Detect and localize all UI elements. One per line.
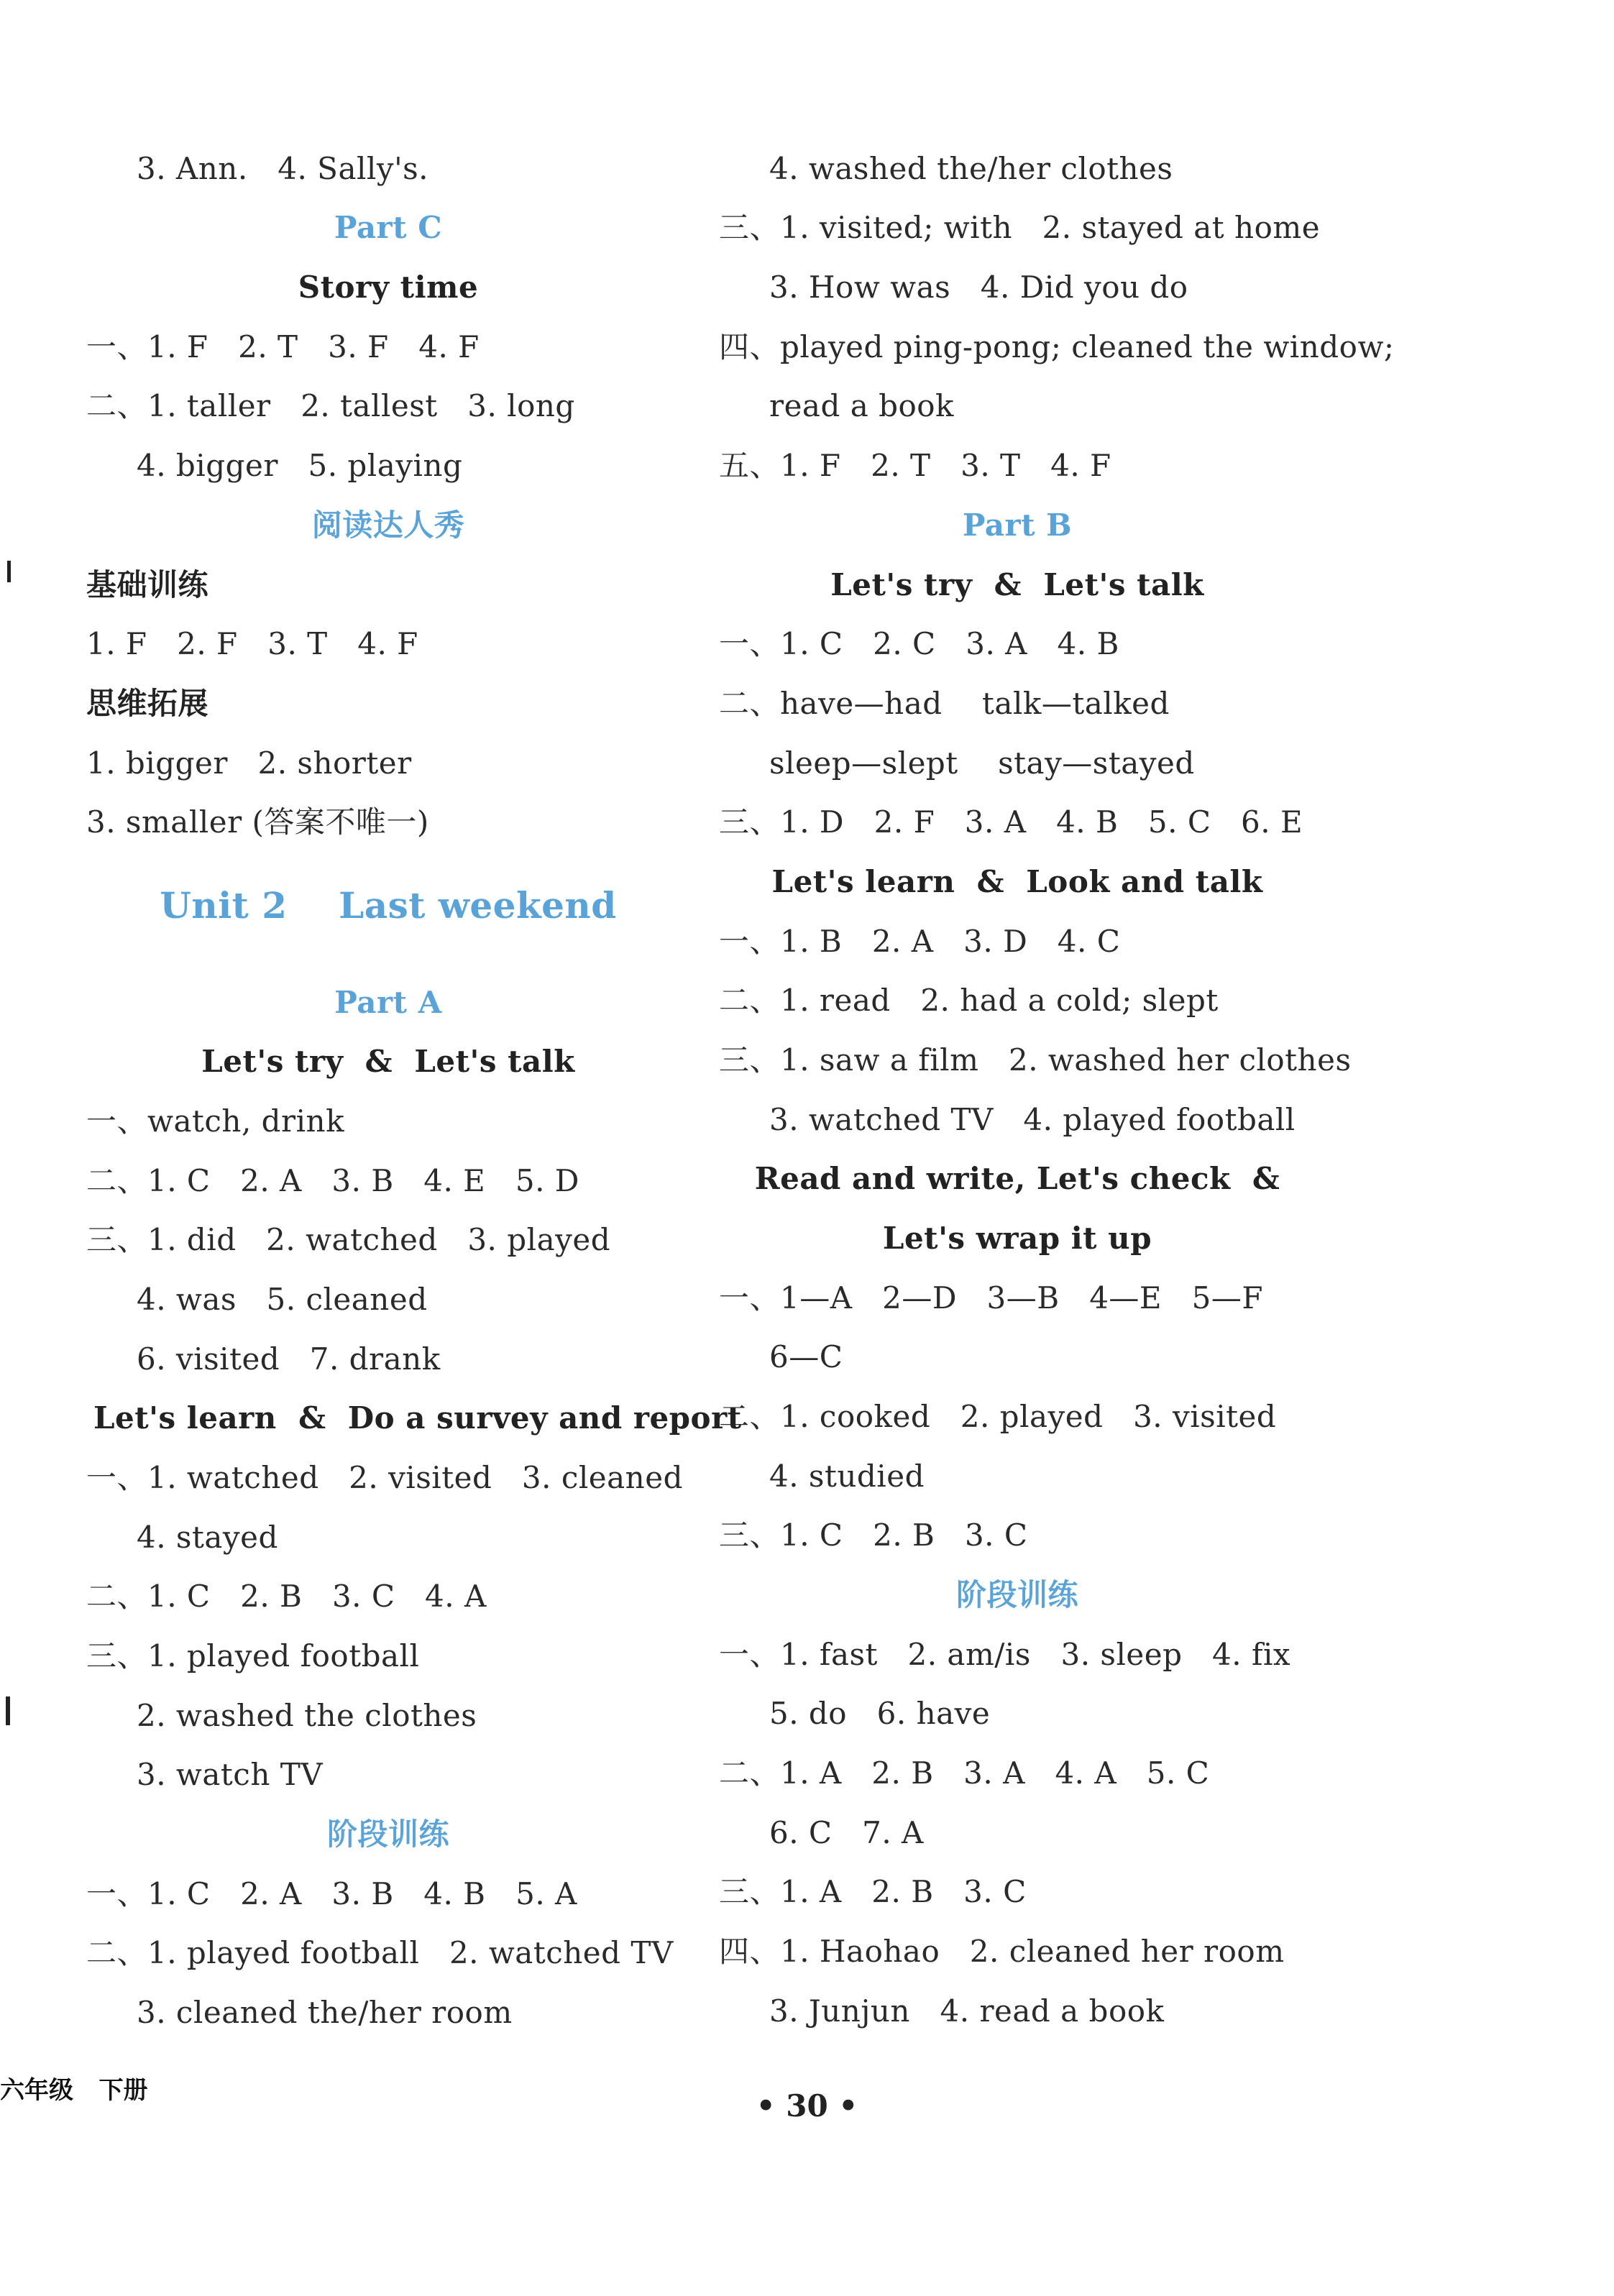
answer-line: 6. visited 7. drank xyxy=(137,1341,441,1377)
answer-line: 二、1. A 2. B 3. A 4. A 5. C xyxy=(719,1755,1210,1791)
answer-line: 6. C 7. A xyxy=(769,1815,924,1850)
answer-line: 二、1. read 2. had a cold; slept xyxy=(719,983,1219,1018)
unit-title: Unit 2 Last weekend xyxy=(160,884,617,927)
answer-line: 三、1. A 2. B 3. C xyxy=(719,1874,1027,1909)
answer-line: 三、1. did 2. watched 3. played xyxy=(86,1222,611,1257)
answer-line: 三、1. C 2. B 3. C xyxy=(719,1517,1028,1553)
answer-line: 二、1. played football 2. watched TV xyxy=(86,1935,674,1970)
answer-line: 5. do 6. have xyxy=(769,1696,991,1731)
answer-line: 3. watched TV 4. played football xyxy=(769,1102,1296,1137)
answer-line: 6—C xyxy=(769,1339,843,1374)
scan-mark xyxy=(7,561,11,582)
answer-line: 3. How was 4. Did you do xyxy=(769,270,1188,305)
subsection-heading: Let's wrap it up xyxy=(882,1221,1152,1256)
subsection-heading: Let's try & Let's talk xyxy=(830,567,1204,602)
answer-line: 一、watch, drink xyxy=(86,1103,345,1139)
answer-line: sleep—slept stay—stayed xyxy=(769,745,1195,781)
answer-line: 二、1. C 2. B 3. C 4. A xyxy=(86,1579,487,1614)
section-heading-part-c: Part C xyxy=(334,210,443,245)
answer-line: 二、have—had talk—talked xyxy=(719,686,1170,721)
scan-mark xyxy=(6,1696,10,1725)
subsection-heading: Read and write, Let's check & xyxy=(754,1161,1280,1196)
answer-line: 四、played ping-pong; cleaned the window; xyxy=(719,329,1395,364)
answer-line: 3. watch TV xyxy=(137,1757,324,1792)
section-heading-part-b: Part B xyxy=(962,508,1073,543)
answer-line: 4. was 5. cleaned xyxy=(137,1282,428,1317)
answer-line: 2. washed the clothes xyxy=(137,1698,477,1733)
grade-label: 六年级 下册 xyxy=(0,2076,148,2105)
section-heading-stage-training: 阶段训练 xyxy=(326,1817,449,1852)
answer-line: 4. bigger 5. playing xyxy=(137,448,463,483)
answer-line: 三、1. saw a film 2. washed her clothes xyxy=(719,1042,1352,1078)
section-heading-part-a: Part A xyxy=(334,985,442,1020)
answer-line: 三、1. played football xyxy=(86,1638,420,1673)
answer-line: 一、1. B 2. A 3. D 4. C xyxy=(719,924,1121,959)
subsection-heading: Let's learn & Look and talk xyxy=(771,864,1263,899)
answer-line: 一、1—A 2—D 3—B 4—E 5—F xyxy=(719,1280,1263,1315)
answer-line: 3. cleaned the/her room xyxy=(137,1995,513,2030)
answer-line: 4. stayed xyxy=(137,1520,278,1555)
answer-line: 4. washed the/her clothes xyxy=(769,151,1173,186)
answer-line: 一、1. watched 2. visited 3. cleaned xyxy=(86,1460,683,1495)
answer-line: 三、1. D 2. F 3. A 4. B 5. C 6. E xyxy=(719,804,1303,840)
answer-line: read a book xyxy=(769,388,955,423)
answer-line: 一、1. C 2. C 3. A 4. B xyxy=(719,626,1119,661)
subsection-heading: Let's learn & Do a survey and report xyxy=(93,1400,742,1436)
answer-line: 四、1. Haohao 2. cleaned her room xyxy=(719,1934,1285,1969)
section-heading-reading-show: 阅读达人秀 xyxy=(311,508,465,543)
subsection-heading: 思维拓展 xyxy=(86,686,209,721)
answer-line: 4. studied xyxy=(769,1459,925,1494)
answer-line: 二、1. cooked 2. played 3. visited xyxy=(719,1399,1277,1434)
answer-line: 二、1. C 2. A 3. B 4. E 5. D xyxy=(86,1163,579,1198)
page-number: • 30 • xyxy=(756,2088,858,2123)
answer-line: 一、1. C 2. A 3. B 4. B 5. A xyxy=(86,1876,577,1911)
subsection-heading: Story time xyxy=(298,270,479,305)
answer-line: 1. bigger 2. shorter xyxy=(86,745,412,781)
answer-line: 1. F 2. F 3. T 4. F xyxy=(86,626,418,661)
section-heading-stage-training: 阶段训练 xyxy=(955,1577,1078,1612)
answer-line: 3. smaller (答案不唯一) xyxy=(86,804,429,840)
subsection-heading: 基础训练 xyxy=(86,567,209,602)
subsection-heading: Let's try & Let's talk xyxy=(201,1044,575,1079)
answer-line: 3. Junjun 4. read a book xyxy=(769,1993,1165,2029)
answer-line: 二、1. taller 2. tallest 3. long xyxy=(86,388,575,423)
answer-line: 3. Ann. 4. Sally's. xyxy=(137,151,429,186)
answer-line: 五、1. F 2. T 3. T 4. F xyxy=(719,448,1111,483)
answer-line: 一、1. fast 2. am/is 3. sleep 4. fix xyxy=(719,1637,1291,1672)
answer-line: 三、1. visited; with 2. stayed at home xyxy=(719,210,1321,245)
answer-line: 一、1. F 2. T 3. F 4. F xyxy=(86,329,480,364)
